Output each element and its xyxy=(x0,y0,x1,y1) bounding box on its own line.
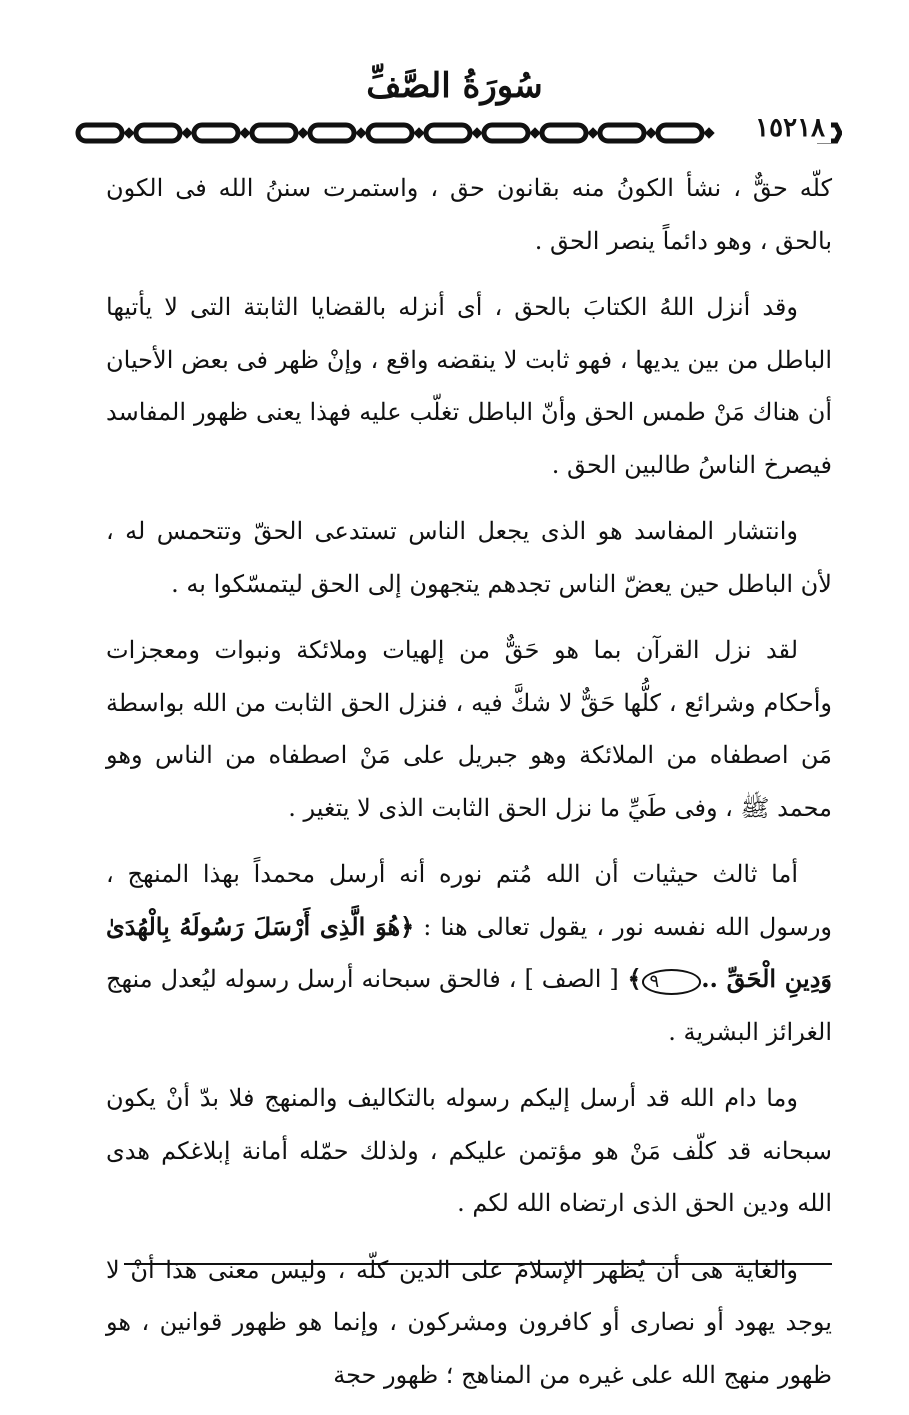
chain-diamond xyxy=(472,128,482,138)
chain-link xyxy=(484,125,528,141)
paragraph xyxy=(106,162,832,267)
chain-diamond xyxy=(356,128,366,138)
page-number: ١٥٢١٨ xyxy=(749,113,831,143)
chain-link xyxy=(78,125,122,141)
page-body xyxy=(106,162,832,1415)
chain-diamond xyxy=(414,128,424,138)
chain-diamond xyxy=(182,128,192,138)
text-segment: والغاية هى أن يُظهر الإسلامَ على الدين كلّه ، وليس معنى هذا أنْ لا يوجد يهود أو نصارى أو كافرون ومشركون ، وإنما هو ظهور قوانين ، هو ظهور منهج الله على غيره من المناهج ؛ ظهور حجة xyxy=(106,1255,832,1389)
quran-verse: ﴿هُوَ الَّذِى أَرْسَلَ رَسُولَهُ بِالْهُدَىٰ وَدِينِ الْحَقِّ .. xyxy=(106,911,833,993)
paragraph xyxy=(106,1072,832,1230)
chain-diamond xyxy=(704,128,714,138)
chain-link xyxy=(542,125,586,141)
chain-diamond xyxy=(298,128,308,138)
surah-title: سُورَةُ الصَّفِّ xyxy=(366,66,543,106)
paragraph xyxy=(106,1244,832,1402)
text-segment: وقد أنزل اللهُ الكتابَ بالحق ، أى أنزله بالقضايا الثابتة التى لا يأتيها الباطل من بين يديها ، فهو ثابت لا ينقضه واقع ، وإنْ ظهر فى بعض الأحيان أن هناك مَنْ طمس الحق وأنّ الباطل تغلّب عليه فهذا يعنى ظهور المفاسد فيصرخ الناسُ طالبين الحق . xyxy=(106,293,832,479)
chain-link xyxy=(194,125,238,141)
chain-link xyxy=(658,125,702,141)
paragraph xyxy=(106,624,832,834)
paragraph xyxy=(106,505,832,610)
chain-link xyxy=(136,125,180,141)
quran-verse: ﴾ xyxy=(618,964,642,993)
chain-link xyxy=(600,125,644,141)
chain-link xyxy=(426,125,470,141)
chain-diamond xyxy=(240,128,250,138)
footer-rule xyxy=(124,1263,832,1265)
text-segment: لقد نزل القرآن بما هو حَقٌّ من إلهيات وملائكة ونبوات ومعجزات وأحكام وشرائع ، كلُّها حَقٌّ لا شكَّ فيه ، فنزل الحق الثابت من الله بواسطة مَن اصطفاه من الملائكة وهو جبريل على مَنْ اصطفاه من الناس وهو محمد ﷺ ، وفى طَيِّ ما نزل الحق الثابت الذى لا يتغير . xyxy=(106,636,832,822)
paragraph xyxy=(106,848,832,1058)
text-segment: كلّه حقٌّ ، نشأ الكونُ منه بقانون حق ، واستمرت سننُ الله فى الكون بالحق ، وهو دائماً ينصر الحق . xyxy=(106,174,832,255)
chain-diamond xyxy=(124,128,134,138)
paragraph xyxy=(106,281,832,491)
chain-diamond xyxy=(646,128,656,138)
chain-link xyxy=(310,125,354,141)
text-segment: أما ثالث حيثيات أن الله مُتم نوره أنه أرسل محمداً بهذا المنهج ، ورسول الله نفسه نور ، يقول تعالى هنا : xyxy=(106,860,832,941)
verse-number-marker: ٩ xyxy=(642,969,702,995)
ornamental-header-border xyxy=(72,116,842,150)
chain-link xyxy=(252,125,296,141)
chain-diamond xyxy=(530,128,540,138)
text-segment: وما دام الله قد أرسل إليكم رسوله بالتكاليف والمنهج فلا بدّ أنْ يكون سبحانه قد كلّف مَنْ هو مؤتمن عليكم ، ولذلك حمّله أمانة إبلاغكم هدى الله ودين الحق الذى ارتضاه الله لكم . xyxy=(106,1084,832,1217)
text-segment: وانتشار المفاسد هو الذى يجعل الناس تستدعى الحقّ وتتحمس له ، لأن الباطل حين يعضّ الناس تجدهم يتجهون إلى الحق ليتمسّكوا به . xyxy=(106,517,832,598)
text-segment: [ الصف ] ، فالحق سبحانه أرسل رسوله ليُعدل منهج الغرائز البشرية . xyxy=(106,965,832,1046)
chain-link xyxy=(368,125,412,141)
chain-diamond xyxy=(588,128,598,138)
